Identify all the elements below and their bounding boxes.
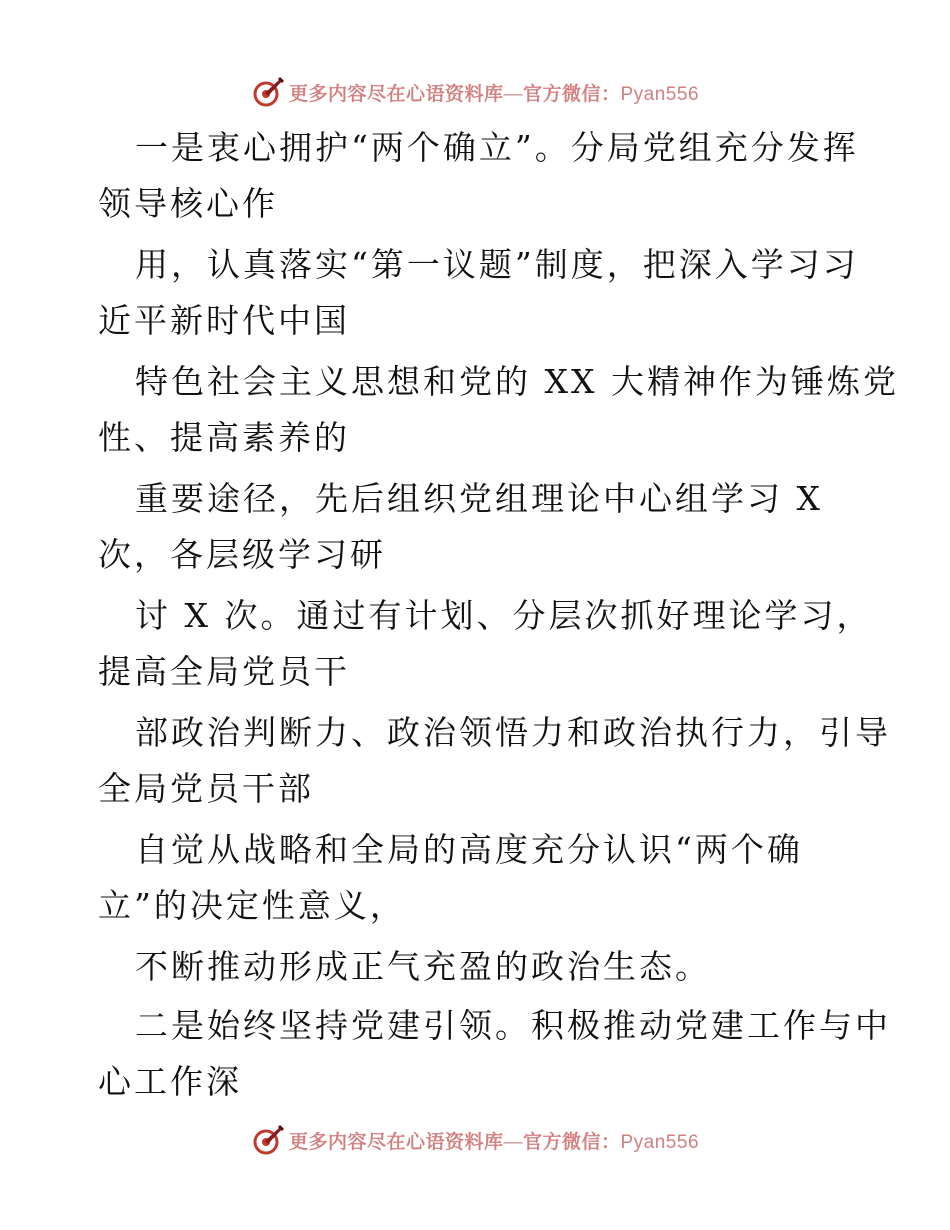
wechat-id: Pyan556 [620, 1131, 700, 1153]
text-line: 二是始终坚持党建引领。积极推动党建工作与中 [135, 1006, 891, 1045]
text-line: 提高全局党员干 [98, 652, 350, 691]
text-line: 特色社会主义思想和党的 XX 大精神作为锤炼党 [135, 362, 899, 401]
text-line: 近平新时代中国 [98, 301, 350, 340]
wechat-id: Pyan556 [620, 83, 700, 105]
text-line: 用，认真落实“第一议题”制度，把深入学习习 [135, 245, 859, 284]
watermark-text: 更多内容尽在心语资料库 [288, 83, 504, 105]
text-line: 全局党员干部 [98, 769, 314, 808]
text-line: 讨 X 次。通过有计划、分层次抓好理论学习， [135, 596, 873, 635]
text-line: 不断推动形成正气充盈的政治生态。 [135, 947, 711, 986]
text-line: 领导核心作 [98, 184, 278, 223]
text-line: 部政治判断力、政治领悟力和政治执行力，引导 [135, 713, 891, 752]
watermark-separator: — [503, 1131, 523, 1153]
brush-logo-icon [251, 1123, 285, 1157]
header-watermark [0, 70, 950, 114]
text-line: 一是衷心拥护“两个确立”。分局党组充分发挥 [135, 128, 859, 167]
text-line: 自觉从战略和全局的高度充分认识“两个确 [135, 830, 803, 869]
text-line: 次，各层级学习研 [98, 535, 386, 574]
watermark-text: 更多内容尽在心语资料库 [288, 1131, 504, 1153]
footer-watermark [0, 1118, 950, 1162]
text-line: 重要途径，先后组织党组理论中心组学习 X [135, 479, 823, 518]
wechat-label: 官方微信： [522, 83, 621, 105]
wechat-label: 官方微信： [522, 1131, 621, 1153]
watermark-separator: — [503, 83, 523, 105]
text-line: 性、提高素养的 [98, 418, 350, 457]
text-line: 立”的决定性意义， [98, 886, 406, 925]
brush-logo-icon [251, 75, 285, 109]
text-line: 心工作深 [98, 1062, 242, 1101]
